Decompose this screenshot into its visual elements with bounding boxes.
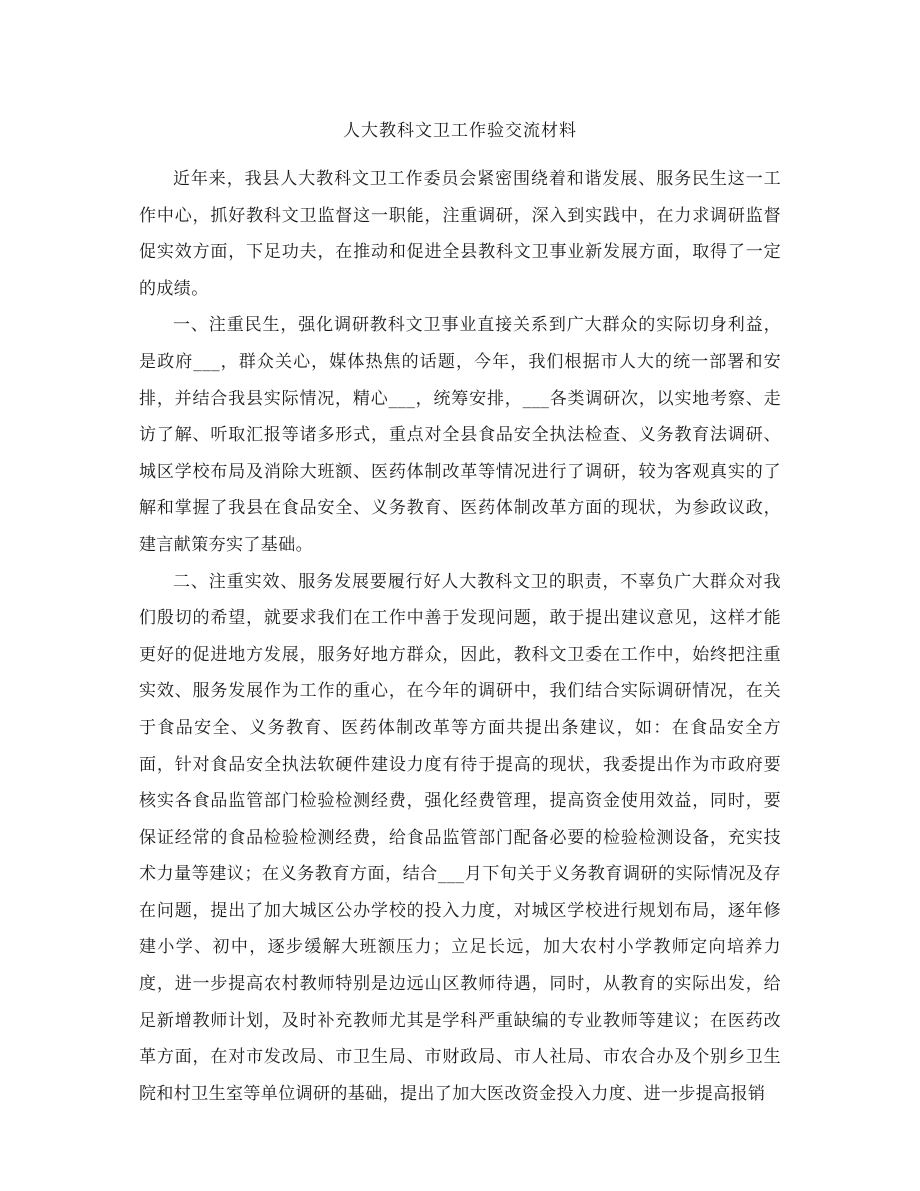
paragraph-intro: 近年来，我县人大教科文卫工作委员会紧密围绕着和谐发展、服务民生这一工作中心，抓好教科文卫监督这一职能，注重调研，深入到实践中，在力求调研监督促实效方面，下足功夫，在推动和促进全县教科文卫事业新发展方面，取得了一定的成绩。	[139, 169, 781, 299]
document-title: 人大教科文卫工作验交流材料	[343, 121, 577, 141]
document-body	[139, 161, 781, 1112]
paragraph-section-one: 一、注重民生，强化调研教科文卫事业直接关系到广大群众的实际切身利益，是政府___，群众关心，媒体热焦的话题，今年，我们根据市人大的统一部署和安排，并结合我县实际情况，精心___，统筹安排，___各类调研次，以实地考察、走访了解、听取汇报等诸多形式，重点对全县食品安全执法检查、义务教育法调研、城区学校布局及消除大班额、医药体制改革等情况进行了调研，较为客观真实的了解和掌握了我县在食品安全、义务教育、医药体制改革方面的现状，为参政议政，建言献策夯实了基础。	[139, 315, 781, 555]
paragraph-section-two: 二、注重实效、服务发展要履行好人大教科文卫的职责，不辜负广大群众对我们殷切的希望，就要求我们在工作中善于发现问题，敢于提出建议意见，这样才能更好的促进地方发展，服务好地方群众，因此，教科文卫委在工作中，始终把注重实效、服务发展作为工作的重心，在今年的调研中，我们结合实际调研情况，在关于食品安全、义务教育、医药体制改革等方面共提出条建议，如：在食品安全方面，针对食品安全执法软硬件建设力度有待于提高的现状，我委提出作为市政府要核实各食品监管部门检验检测经费，强化经费管理，提高资金使用效益，同时，要保证经常的食品检验检测经费，给食品监管部门配备必要的检验检测设备，充实技术力量等建议；在义务教育方面，结合___月下旬关于义务教育调研的实际情况及存在问题，提出了加大城区公办学校的投入力度，对城区学校进行规划布局，逐年修建小学、初中，逐步缓解大班额压力；立足长远，加大农村小学教师定向培养力度，进一步提高农村教师特别是边远山区教师待遇，同时，从教育的实际出发，给足新增教师计划，及时补充教师尤其是学科严重缺编的专业教师等建议；在医药改革方面，在对市发改局、市卫生局、市财政局、市人社局、市农合办及个别乡卫生院和村卫生室等单位调研的基础，提出了加大医改资金投入力度、进一步提高报销	[139, 571, 781, 1104]
